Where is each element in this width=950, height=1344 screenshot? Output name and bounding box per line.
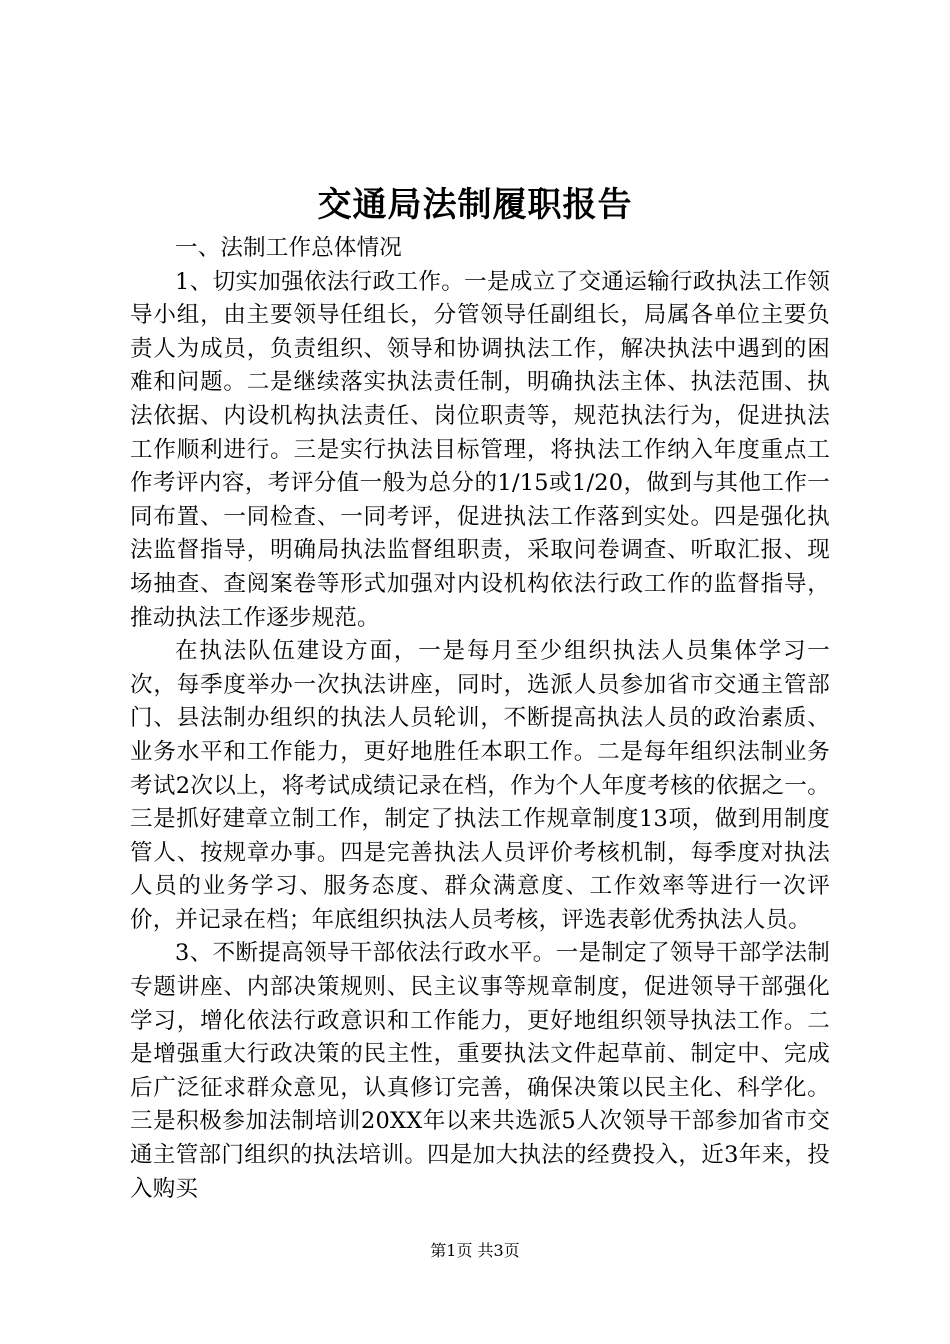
paragraph: 在执法队伍建设方面，一是每月至少组织执法人员集体学习一次，每季度举办一次执法讲座，同时，选派人员参加省市交通主管部门、县法制办组织的执法人员轮训，不断提高执法人员的政治素质、业务水平和工作能力，更好地胜任本职工作。二是每年组织法制业务考试2次以上，将考试成绩记录在档，作为个人年度考核的依据之一。三是抓好建章立制工作，制定了执法工作规章制度13项，做到用制度管人、按规章办事。四是完善执法人员评价考核机制，每季度对执法人员的业务学习、服务态度、群众满意度、工作效率等进行一次评价，并记录在档；年底组织执法人员考核，评选表彰优秀执法人员。 [130, 638, 830, 933]
section-heading: 一、法制工作总体情况 [175, 235, 403, 261]
document-body [130, 232, 830, 1206]
paragraph: 1、切实加强依法行政工作。一是成立了交通运输行政执法工作领导小组，由主要领导任组长，分管领导任副组长，局属各单位主要负责人为成员，负责组织、领导和协调执法工作，解决执法中遇到的困难和问题。二是继续落实执法责任制，明确执法主体、执法范围、执法依据、内设机构执法责任、岗位职责等，规范执法行为，促进执法工作顺利进行。三是实行执法目标管理，将执法工作纳入年度重点工作考评内容，考评分值一般为总分的1/15或1/20，做到与其他工作一同布置、一同检查、一同考评，促进执法工作落到实处。四是强化执法监督指导，明确局执法监督组职责，采取问卷调查、听取汇报、现场抽查、查阅案卷等形式加强对内设机构依法行政工作的监督指导，推动执法工作逐步规范。 [130, 268, 830, 631]
page-footer: 第1页 共3页 [430, 1241, 520, 1260]
document-title: 交通局法制履职报告 [317, 185, 633, 225]
paragraph: 3、不断提高领导干部依法行政水平。一是制定了领导干部学法制专题讲座、内部决策规则、民主议事等规章制度，促进领导干部强化学习，增化依法行政意识和工作能力，更好地组织领导执法工作。二是增强重大行政决策的民主性，重要执法文件起草前、制定中、完成后广泛征求群众意见，认真修订完善，确保决策以民主化、科学化。三是积极参加法制培训20XX年以来共选派5人次领导干部参加省市交通主管部门组织的执法培训。四是加大执法的经费投入，近3年来，投入购买 [130, 940, 830, 1202]
